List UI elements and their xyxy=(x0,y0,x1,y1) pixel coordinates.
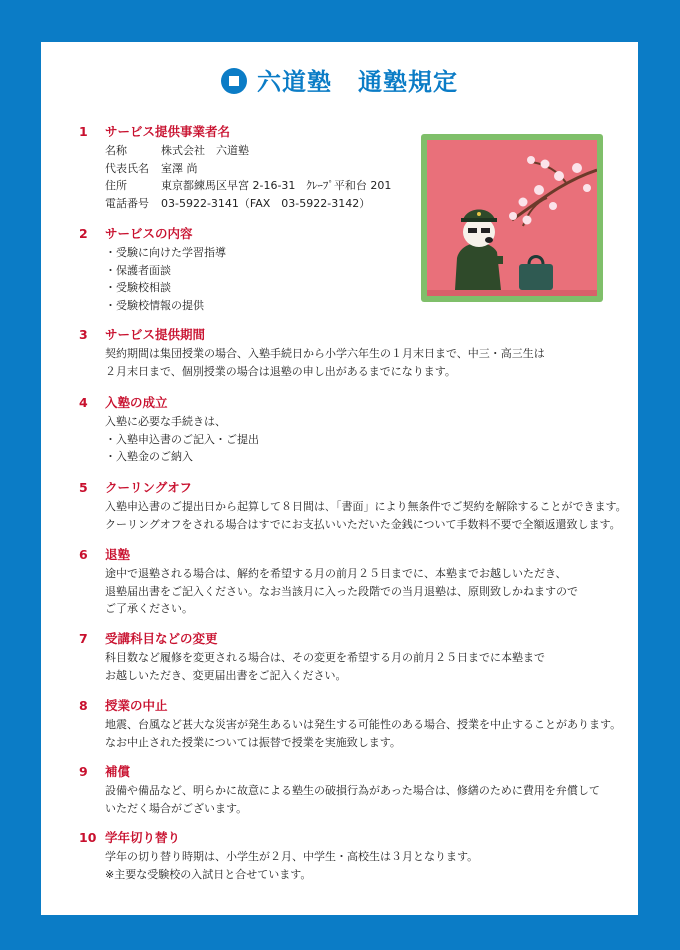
list-item: ・受験校情報の提供 xyxy=(105,298,204,312)
section-heading: 1 サービス提供事業者名 xyxy=(79,124,231,139)
body-text: 契約期間は集団授業の場合、入塾手続日から小学六年生の１月末日まで、中三・高三生は xyxy=(105,347,545,360)
body-text: いただく場合がございます。 xyxy=(105,801,248,815)
section-heading: 7 受講科目などの変更 xyxy=(79,631,218,646)
section-heading: 4 入塾の成立 xyxy=(79,395,168,410)
body-text: お越しいただき、変更届出書をご記入ください。 xyxy=(105,668,347,682)
body-text: ２月末日まで、個別授業の場合は退塾の申し出があるまでになります。 xyxy=(105,364,456,378)
section-cooling-off xyxy=(79,478,629,533)
section-enrollment xyxy=(79,393,629,466)
section-course-change xyxy=(79,629,629,684)
provider-name-row: 名称 株式会社 六道塾 xyxy=(105,144,249,157)
section-compensation xyxy=(79,762,629,817)
section-heading: 5 クーリングオフ xyxy=(79,480,192,495)
provider-rep-row: 代表氏名 室澤 尚 xyxy=(105,161,198,175)
body-text: 入塾申込書のご提出日から起算して８日間は､「書面」により無条件でご契約を解除することができます。 xyxy=(105,500,627,513)
list-item: ・保護者面談 xyxy=(105,263,171,277)
list-item: ・入塾金のご納入 xyxy=(105,450,193,463)
body-text: ※主要な受験校の入試日と合せています。 xyxy=(105,867,312,881)
section-grade-change xyxy=(79,828,629,883)
body-text: 設備や備品など、明らかに故意による塾生の破損行為があった場合は、修繕のために費用を弁償して xyxy=(105,784,600,797)
list-item: ・受験校相談 xyxy=(105,281,171,294)
provider-phone-row: 電話番号 03-5922-3141（FAX 03-5922-3142） xyxy=(105,196,371,210)
section-class-cancellation xyxy=(79,696,629,751)
body-text: なお中止された授業については振替で授業を実施致します。 xyxy=(105,735,401,749)
section-heading: 10 学年切り替り xyxy=(79,830,181,845)
section-heading: 9 補償 xyxy=(79,764,131,779)
body-text: 途中で退塾される場合は、解約を希望する月の前月２５日までに、本塾までお越しいただき、 xyxy=(105,567,567,580)
illustration-frame xyxy=(421,134,603,302)
document-page xyxy=(41,42,638,915)
section-heading: 8 授業の中止 xyxy=(79,698,168,713)
body-text: 入塾に必要な手続きは、 xyxy=(105,415,226,428)
body-text: クーリングオフをされる場合はすでにお支払いいただいた金銭について手数料不要で全額返還致します。 xyxy=(105,517,621,531)
body-text: ご了承ください。 xyxy=(105,602,193,615)
provider-address-row: 住所 東京都練馬区早宮 2-16-31 ｸﾚｰﾌﾟ平和台 201 xyxy=(105,179,392,192)
section-withdrawal xyxy=(79,545,629,618)
body-text: 地震、台風など甚大な災害が発生あるいは発生する可能性のある場合、授業を中止することがあります。 xyxy=(105,718,622,731)
section-heading: 2 サービスの内容 xyxy=(79,226,193,241)
dog-with-cherry-blossoms-illustration xyxy=(427,140,597,296)
body-text: 科目数など履修を変更される場合は、その変更を希望する月の前月２５日までに本塾まで xyxy=(105,651,545,664)
square-in-circle-icon xyxy=(221,68,247,94)
page-title: 六道塾 通塾規定 xyxy=(41,62,638,97)
list-item: ・受験に向けた学習指導 xyxy=(105,246,226,259)
section-heading: 3 サービス提供期間 xyxy=(79,327,206,342)
section-period xyxy=(79,325,629,380)
list-item: ・入塾申込書のご記入・ご提出 xyxy=(105,432,259,446)
body-text: 学年の切り替り時期は、小学生が２月、中学生・高校生は３月となります。 xyxy=(105,850,479,863)
body-text: 退塾届出書をご記入ください。なお当該月に入った段階での当月退塾は、原則致しかねますので xyxy=(105,584,578,598)
section-heading: 6 退塾 xyxy=(79,547,131,562)
